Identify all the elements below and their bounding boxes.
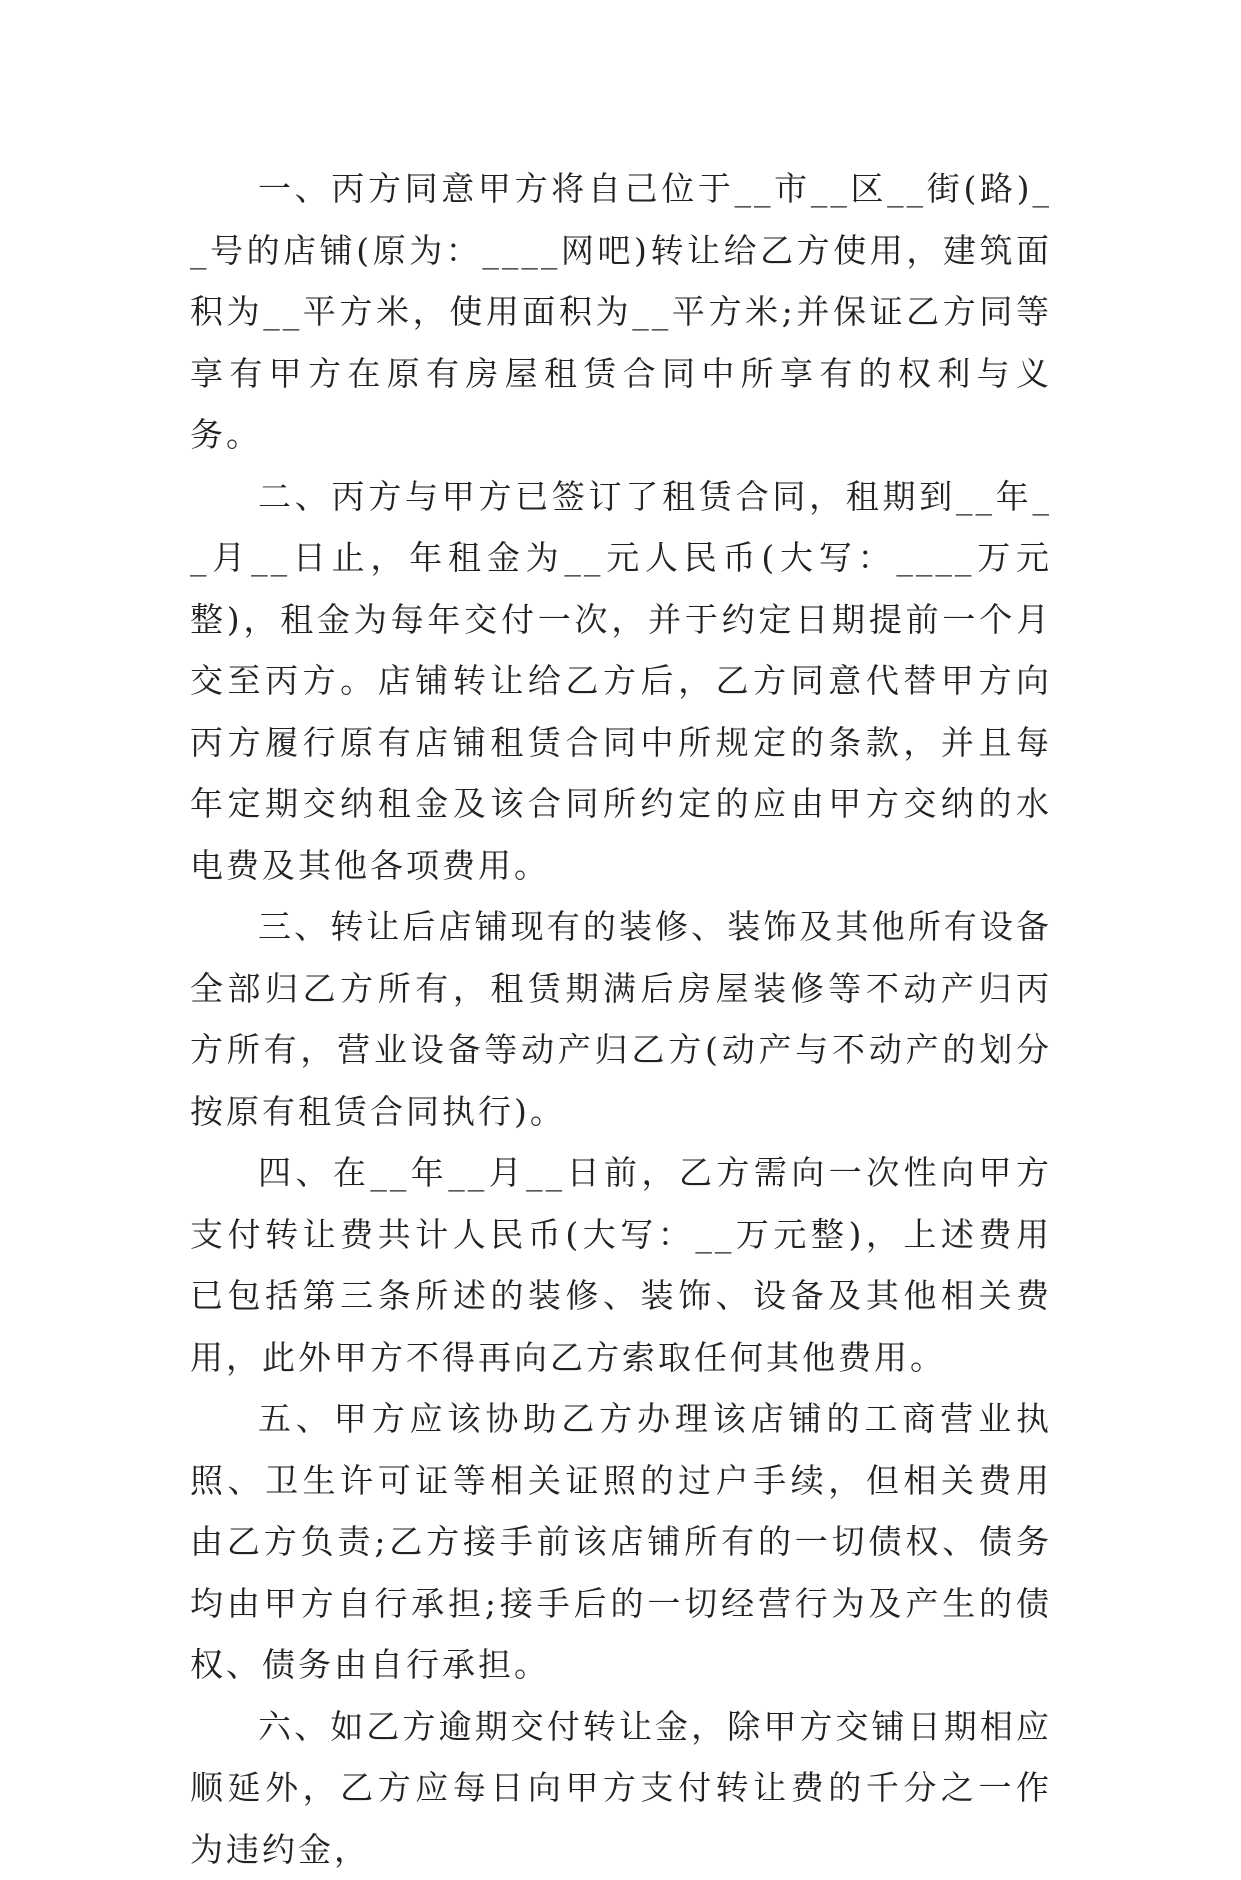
- clause-1-paragraph: 一、丙方同意甲方将自己位于__市__区__街(路)__号的店铺(原为：____网吧)转让给乙方使用，建筑面积为__平方米，使用面积为__平方米;并保证乙方同等享有甲方在原有房屋租赁合同中所享有的权利与义务。: [190, 158, 1052, 466]
- clause-3-paragraph: 三、转让后店铺现有的装修、装饰及其他所有设备全部归乙方所有，租赁期满后房屋装修等不动产归丙方所有，营业设备等动产归乙方(动产与不动产的划分按原有租赁合同执行)。: [190, 896, 1052, 1142]
- clause-4-paragraph: 四、在__年__月__日前，乙方需向一次性向甲方支付转让费共计人民币(大写：__万元整)，上述费用已包括第三条所述的装修、装饰、设备及其他相关费用，此外甲方不得再向乙方索取任何其他费用。: [190, 1142, 1052, 1388]
- clause-6-paragraph: 六、如乙方逾期交付转让金，除甲方交铺日期相应顺延外，乙方应每日向甲方支付转让费的千分之一作为违约金，: [190, 1696, 1052, 1880]
- document-body: [190, 158, 1052, 1880]
- clause-2-paragraph: 二、丙方与甲方已签订了租赁合同，租期到__年__月__日止，年租金为__元人民币(大写：____万元整)，租金为每年交付一次，并于约定日期提前一个月交至丙方。店铺转让给乙方后，乙方同意代替甲方向丙方履行原有店铺租赁合同中所规定的条款，并且每年定期交纳租金及该合同所约定的应由甲方交纳的水电费及其他各项费用。: [190, 466, 1052, 897]
- clause-5-paragraph: 五、甲方应该协助乙方办理该店铺的工商营业执照、卫生许可证等相关证照的过户手续，但相关费用由乙方负责;乙方接手前该店铺所有的一切债权、债务均由甲方自行承担;接手后的一切经营行为及产生的债权、债务由自行承担。: [190, 1388, 1052, 1696]
